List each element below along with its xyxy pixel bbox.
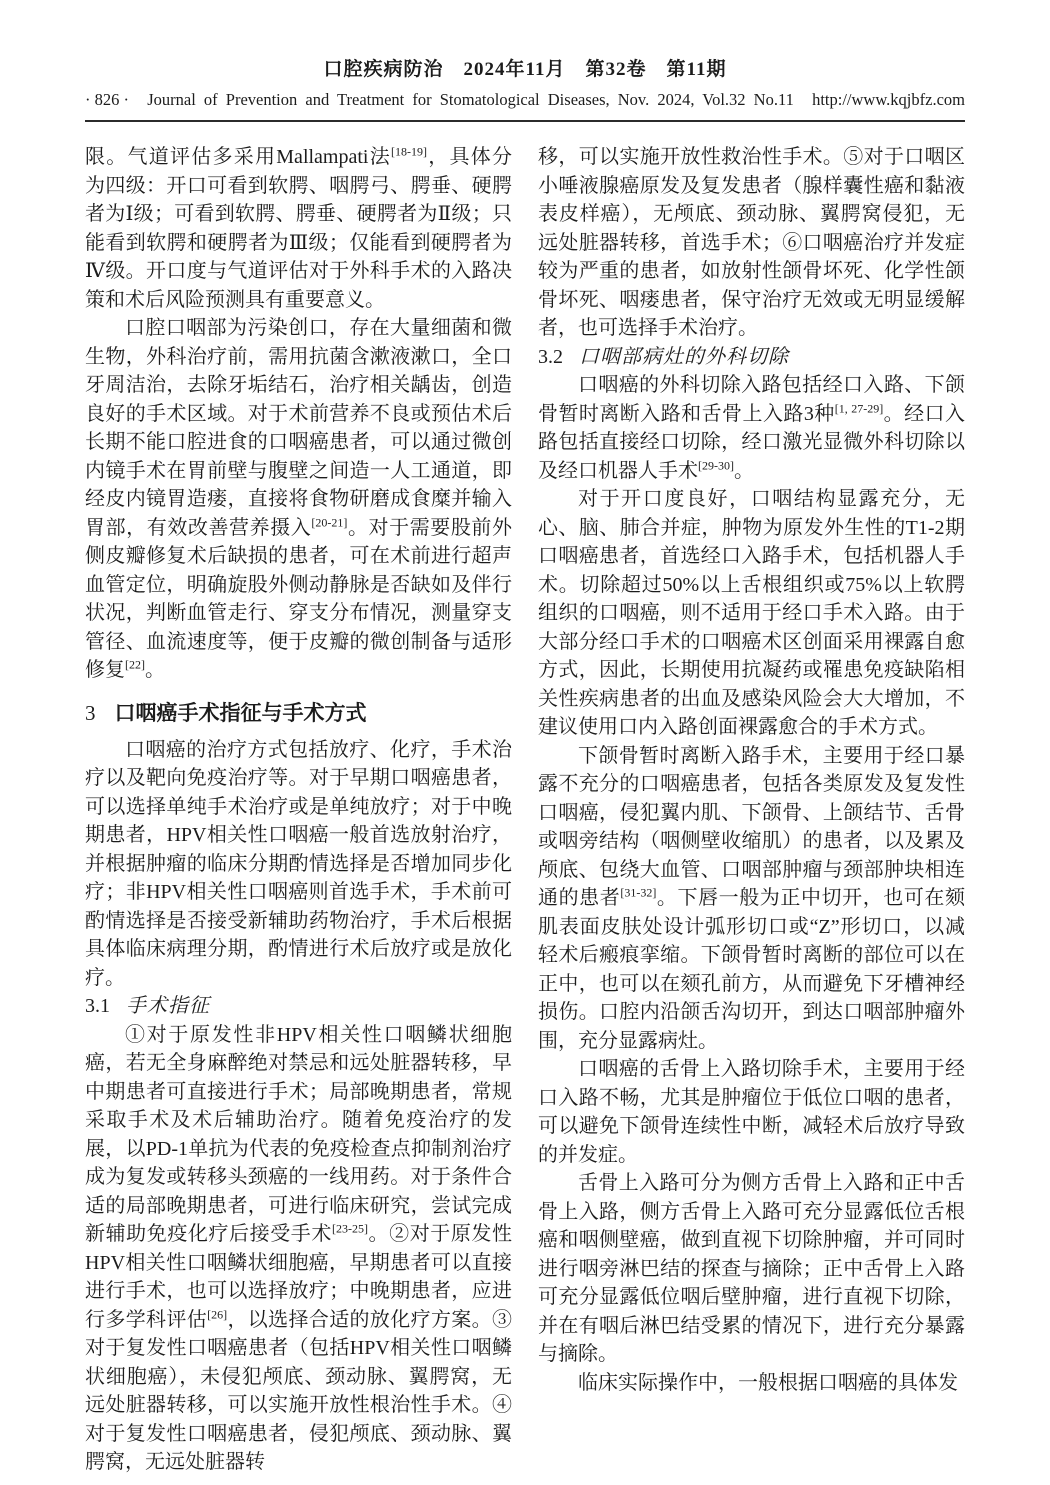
citation-ref: [18-19] [390, 144, 427, 159]
article-columns [85, 143, 965, 1477]
subsection-heading [85, 992, 512, 1021]
header-rule [85, 120, 965, 122]
citation-ref: [26] [207, 1306, 228, 1321]
heading-number: 3.1 [85, 995, 110, 1017]
paragraph: 口咽癌的舌骨上入路切除手术，主要用于经口入路不畅，尤其是肿瘤位于低位口咽的患者，可以避免下颌骨连续性中断，减轻术后放疗导致的并发症。 [538, 1058, 965, 1166]
paragraph: 口咽癌的外科切除入路包括经口入路、下颌骨暂时离断入路和舌骨上入路3种[1, 27-29]。经口入路包括直接经口切除，经口激光显微外科切除以及经口机器人手术[29-30]。 [538, 374, 966, 482]
citation-ref: [20-21] [311, 514, 348, 529]
paragraph: 下颌骨暂时离断入路手术，主要用于经口暴露不充分的口咽癌患者，包括各类原发及复发性口咽癌，侵犯翼内肌、下颌骨、上颌结节、舌骨或咽旁结构（咽侧壁收缩肌）的患者，以及累及颅底、包绕大血管、口咽部肿瘤与颈部肿块相连通的患者[31-32]。下唇一般为正中切开，也可在颏肌表面皮肤处设计弧形切口或“Z”形切口，以减轻术后瘢痕挛缩。下颌骨暂时离断的部位可以在正中，也可以在颏孔前方，从而避免下牙槽神经损伤。口腔内沿颌舌沟切开，到达口咽部肿瘤外围，充分显露病灶。 [538, 744, 966, 1052]
paragraph: 临床实际操作中，一般根据口咽癌的具体发 [578, 1371, 958, 1394]
page-number: · 826 · [85, 90, 129, 109]
subsection-heading [538, 343, 965, 372]
citation-ref: [22] [125, 657, 145, 672]
heading-number: 3 [85, 700, 96, 725]
heading-title: 口咽癌手术指征与手术方式 [114, 701, 367, 725]
heading-title: 口咽部病灶的外科切除 [579, 345, 789, 368]
journal-url: http://www.kqjbfz.com [812, 90, 965, 109]
heading-number: 3.2 [538, 345, 563, 368]
paragraph: 舌骨上入路可分为侧方舌骨上入路和正中舌骨上入路，侧方舌骨上入路可充分显露低位舌根癌和咽侧壁癌，做到直视下切除肿瘤，并可同时进行咽旁淋巴结的探查与摘除；正中舌骨上入路可充分显露低位咽后壁肿瘤，进行直视下切除，并在有咽后淋巴结受累的情况下，进行充分暴露与摘除。 [538, 1172, 965, 1365]
paragraph: 口咽癌的治疗方式包括放疗、化疗，手术治疗以及靶向免疫治疗等。对于早期口咽癌患者，可以选择单纯手术治疗或是单纯放疗；对于中晚期患者，HPV相关性口咽癌一般首选放射治疗，并根据肿瘤的临床分期酌情选择是否增加同步化疗；非HPV相关性口咽癌则首选手术，手术前可酌情选择是否接受新辅助药物治疗，手术后根据具体临床病理分期，酌情进行术后放疗或是放化疗。 [85, 738, 512, 989]
citation-ref: [31-32] [620, 885, 657, 900]
heading-title: 手术指征 [126, 995, 210, 1017]
journal-title-en: Journal of Prevention and Treatment for Stomatological Diseases, Nov. 2024, Vol.32 No.11 [147, 90, 794, 109]
paragraph: 移，可以实施开放性救治性手术。⑤对于口咽区小唾液腺癌原发及复发患者（腺样囊性癌和黏液表皮样癌），无颅底、颈动脉、翼腭窝侵犯，无远处脏器转移，首选手术；⑥口咽癌治疗并发症较为严重的患者，如放射性颌骨坏死、化学性颌骨坏死、咽瘘患者，保守治疗无效或无明显缓解者，也可选择手术治疗。 [538, 146, 965, 339]
paragraph: 限。气道评估多采用Mallampati法[18-19]，具体分为四级：开口可看到软腭、咽腭弓、腭垂、硬腭者为Ⅰ级；可看到软腭、腭垂、硬腭者为Ⅱ级；只能看到软腭和硬腭者为Ⅲ级；仅能看到硬腭者为Ⅳ级。开口度与气道评估对于外科手术的入路决策和术后风险预测具有重要意义。 [85, 144, 512, 311]
journal-title-cn: 口腔疾病防治 2024年11月 第32卷 第11期 [323, 59, 727, 80]
citation-ref: [23-25] [331, 1221, 368, 1236]
citation-ref: [1, 27-29] [834, 400, 884, 415]
citation-ref: [29-30] [698, 457, 734, 472]
paragraph: 口腔口咽部为污染创口，存在大量细菌和微生物，外科治疗前，需用抗菌含漱液漱口，全口牙周洁治，去除牙垢结石，治疗相关龋齿，创造良好的手术区域。对于术前营养不良或预估术后长期不能口腔进食的口咽癌患者，可以通过微创内镜手术在胃前壁与腹壁之间造一人工通道，即经皮内镜胃造瘘，直接将食物研磨成食糜并输入胃部，有效改善营养摄入[20-21]。对于需要股前外侧皮瓣修复术后缺损的患者，可在术前进行超声血管定位，明确旋股外侧动静脉是否缺如及伴行状况，判断血管走行、穿支分布情况，测量穿支管径、血流速度等，便于皮瓣的微创制备与适形修复[22]。 [85, 317, 513, 681]
paragraph: 对于开口度良好，口咽结构显露充分，无心、脑、肺合并症，肿物为原发外生性的T1-2期口咽癌患者，首选经口入路手术，包括机器人手术。切除超过50%以上舌根组织或75%以上软腭组织的口咽癌，则不适用于经口手术入路。由于大部分经口手术的口咽癌术区创面采用裸露自愈方式，因此，长期使用抗凝药或罹患免疫缺陷相关性疾病患者的出血及感染风险会大大增加，不建议使用口内入路创面裸露愈合的手术方式。 [538, 488, 965, 738]
section-heading [85, 698, 512, 729]
column-left [85, 143, 512, 1477]
page-header-en [85, 89, 965, 111]
column-right [538, 143, 965, 1477]
paragraph: ①对于原发性非HPV相关性口咽鳞状细胞癌，若无全身麻醉绝对禁忌和远处脏器转移，早中期患者可直接进行手术；局部晚期患者，常规采取手术及术后辅助治疗。随着免疫治疗的发展，以PD-1单抗为代表的免疫检查点抑制剂治疗成为复发或转移头颈癌的一线用药。对于条件合适的局部晚期患者，可进行临床研究，尝试完成新辅助免疫化疗后接受手术[23-25]。②对于原发性HPV相关性口咽鳞状细胞癌，早期患者可以直接进行手术，也可以选择放疗；中晚期患者，应进行多学科评估[26]，以选择合适的放化疗方案。③对于复发性口咽癌患者（包括HPV相关性口咽鳞状细胞癌），未侵犯颅底、颈动脉、翼腭窝，无远处脏器转移，可以实施开放性根治性手术。④对于复发性口咽癌患者，侵犯颅底、颈动脉、翼腭窝，无远处脏器转 [85, 1023, 513, 1473]
